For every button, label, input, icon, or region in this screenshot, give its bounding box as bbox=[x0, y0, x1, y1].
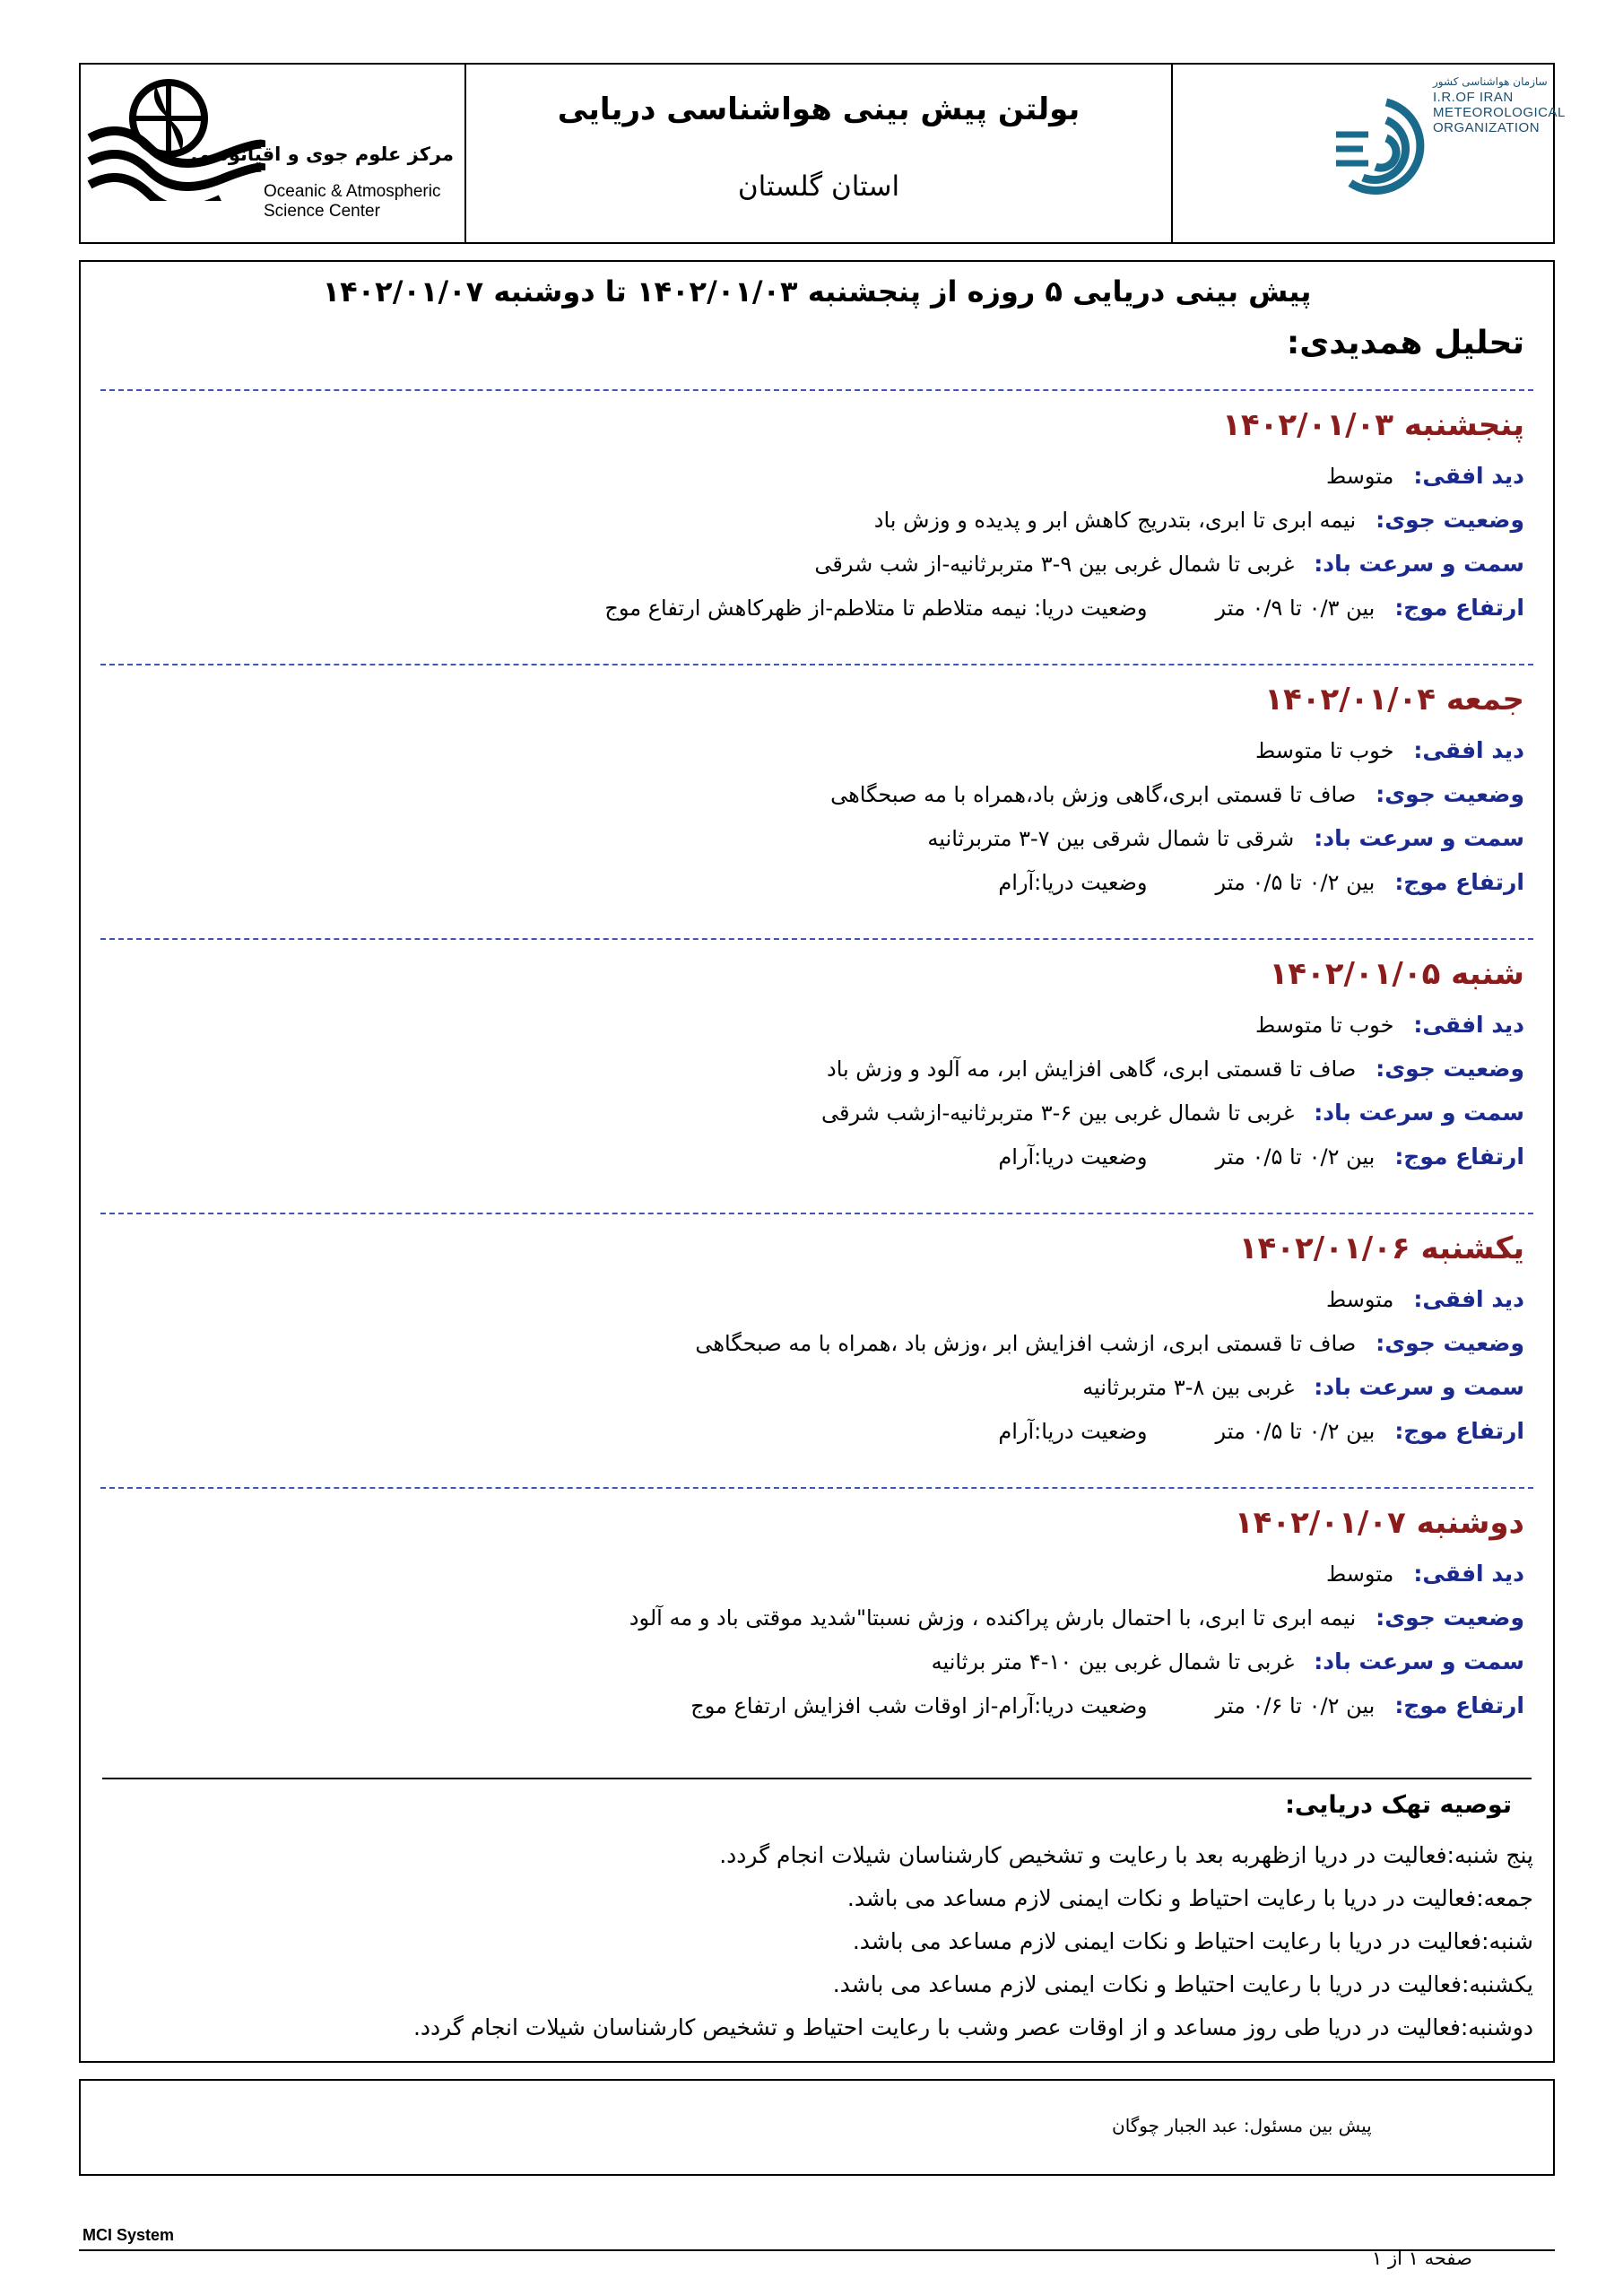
weather-row bbox=[99, 498, 1524, 542]
wave-label: ارتفاع موج: bbox=[1394, 1144, 1524, 1170]
visibility-row bbox=[99, 728, 1524, 772]
weather-value: نیمه ابری تا ابری، بتدریج کاهش ابر و پدیده و وزش باد bbox=[873, 508, 1357, 533]
oceanic-center-logo-cell bbox=[81, 65, 466, 242]
wind-label: سمت و سرعت باد: bbox=[1314, 551, 1524, 577]
bulletin-title: بولتن پیش بینی هواشناسی دریایی bbox=[557, 91, 1081, 127]
dashed-separator bbox=[100, 389, 1533, 391]
weather-value: نیمه ابری تا ابری، با احتمال بارش پراکنده ، وزش نسبتا"شدید موقتی باد و مه آلود bbox=[629, 1605, 1357, 1631]
wind-value: غربی تا شمال غربی بین ۹-۳ متربرثانیه-از شب شرقی bbox=[814, 552, 1295, 577]
met-organization-name-en: I.R.OF IRAN METEOROLOGICAL ORGANIZATION bbox=[1433, 90, 1566, 135]
wind-value: شرقی تا شمال شرقی بین ۷-۳ متربرثانیه bbox=[927, 826, 1295, 851]
visibility-label: دید افقی: bbox=[1413, 1012, 1524, 1038]
visibility-value: خوب تا متوسط bbox=[1254, 1013, 1394, 1038]
advice-line: شنبه:فعالیت در دریا با رعایت احتیاط و نکات ایمنی لازم مساعد می باشد. bbox=[852, 1928, 1533, 1954]
wave-value: بین ۰/۲ تا ۰/۵ متر bbox=[1215, 870, 1376, 895]
wind-row bbox=[99, 1091, 1524, 1135]
visibility-row bbox=[99, 454, 1524, 498]
forecaster-name: پیش بین مسئول: عبد الجبار چوگان bbox=[1112, 2115, 1372, 2136]
wave-row bbox=[99, 586, 1524, 630]
visibility-row bbox=[99, 1003, 1524, 1047]
dashed-separator bbox=[100, 664, 1533, 665]
wave-label: ارتفاع موج: bbox=[1394, 1418, 1524, 1444]
visibility-label: دید افقی: bbox=[1413, 1286, 1524, 1312]
forecaster-box bbox=[79, 2079, 1555, 2176]
wave-row bbox=[99, 860, 1524, 904]
wind-label: سمت و سرعت باد: bbox=[1314, 1100, 1524, 1126]
advice-line: پنج شنبه:فعالیت در دریا ازظهربه بعد با رعایت و تشخیص کارشناسان شیلات انجام گردد. bbox=[719, 1842, 1533, 1868]
wave-row bbox=[99, 1683, 1524, 1727]
wave-value: بین ۰/۲ تا ۰/۵ متر bbox=[1215, 1144, 1376, 1170]
weather-row bbox=[99, 1047, 1524, 1091]
header bbox=[79, 63, 1566, 244]
visibility-row bbox=[99, 1277, 1524, 1321]
sea-state-value: وضعیت دریا:آرام bbox=[998, 1419, 1148, 1444]
met-organization-logo-icon bbox=[1332, 84, 1440, 219]
wave-value: بین ۰/۲ تا ۰/۵ متر bbox=[1215, 1419, 1376, 1444]
visibility-label: دید افقی: bbox=[1413, 1561, 1524, 1587]
wave-label: ارتفاع موج: bbox=[1394, 595, 1524, 621]
advice-line: دوشنبه:فعالیت در دریا طی روز مساعد و از اوقات عصر وشب با رعایت احتیاط و تشخیص کارشناسان شیلات انجام گردد. bbox=[412, 2014, 1533, 2040]
day-forecast bbox=[99, 1494, 1524, 1727]
synoptic-analysis-heading: تحلیل همدیدی: bbox=[1286, 325, 1524, 361]
met-organization-name-fa: سازمان هواشناسی کشور bbox=[1433, 75, 1548, 88]
met-organization-logo-cell bbox=[1173, 65, 1566, 242]
day-title: پنجشنبه ۱۴۰۲/۰۱/۰۳ bbox=[1222, 407, 1524, 443]
header-title-cell bbox=[466, 65, 1173, 242]
weather-value: صاف تا قسمتی ابری،گاهی وزش باد،همراه با مه صبحگاهی bbox=[830, 782, 1357, 807]
wind-value: غربی بین ۸-۳ متربرثانیه bbox=[1082, 1375, 1295, 1400]
advice-line: جمعه:فعالیت در دریا با رعایت احتیاط و نکات ایمنی لازم مساعد می باشد. bbox=[846, 1885, 1533, 1911]
wave-row bbox=[99, 1409, 1524, 1453]
weather-row bbox=[99, 772, 1524, 816]
visibility-label: دید افقی: bbox=[1413, 737, 1524, 763]
weather-label: وضعیت جوی: bbox=[1376, 1056, 1524, 1082]
wave-label: ارتفاع موج: bbox=[1394, 869, 1524, 895]
weather-row bbox=[99, 1596, 1524, 1639]
system-name: MCI System bbox=[82, 2226, 175, 2244]
wind-row bbox=[99, 542, 1524, 586]
visibility-value: خوب تا متوسط bbox=[1254, 738, 1394, 763]
oceanic-center-logo-icon bbox=[86, 75, 265, 201]
day-forecast bbox=[99, 396, 1524, 630]
wind-row bbox=[99, 1365, 1524, 1409]
dashed-separator bbox=[100, 1213, 1533, 1214]
forecast-body bbox=[79, 260, 1555, 2063]
weather-label: وضعیت جوی: bbox=[1376, 781, 1524, 807]
visibility-value: متوسط bbox=[1326, 1561, 1394, 1587]
advice-line: یکشنبه:فعالیت در دریا با رعایت احتیاط و نکات ایمنی لازم مساعد می باشد. bbox=[832, 1971, 1533, 1997]
day-title: شنبه ۱۴۰۲/۰۱/۰۵ bbox=[1269, 956, 1524, 992]
day-title: یکشنبه ۱۴۰۲/۰۱/۰۶ bbox=[1238, 1231, 1524, 1266]
visibility-row bbox=[99, 1552, 1524, 1596]
wave-value: بین ۰/۲ تا ۰/۶ متر bbox=[1215, 1693, 1376, 1718]
weather-label: وضعیت جوی: bbox=[1376, 1605, 1524, 1631]
day-title: جمعه ۱۴۰۲/۰۱/۰۴ bbox=[1264, 682, 1524, 718]
weather-label: وضعیت جوی: bbox=[1376, 1330, 1524, 1356]
wave-row bbox=[99, 1135, 1524, 1178]
weather-row bbox=[99, 1321, 1524, 1365]
sea-state-value: وضعیت دریا:آرام bbox=[998, 870, 1148, 895]
wind-row bbox=[99, 1639, 1524, 1683]
wind-value: غربی تا شمال غربی بین ۱۰-۴ متر برثانیه bbox=[931, 1649, 1295, 1674]
visibility-value: متوسط bbox=[1326, 464, 1394, 489]
weather-value: صاف تا قسمتی ابری، ازشب افزایش ابر ،وزش باد ،همراه با مه صبحگاهی bbox=[695, 1331, 1357, 1356]
wind-label: سمت و سرعت باد: bbox=[1314, 825, 1524, 851]
dashed-separator bbox=[100, 938, 1533, 940]
wave-label: ارتفاع موج: bbox=[1394, 1692, 1524, 1718]
day-forecast bbox=[99, 671, 1524, 904]
weather-value: صاف تا قسمتی ابری، گاهی افزایش ابر، مه آلود و وزش باد bbox=[827, 1057, 1357, 1082]
province-name: استان گلستان bbox=[737, 170, 900, 203]
wind-row bbox=[99, 816, 1524, 860]
sea-state-value: وضعیت دریا: نیمه متلاطم تا متلاطم-از ظهرکاهش ارتفاع موج bbox=[604, 596, 1148, 621]
day-title: دوشنبه ۱۴۰۲/۰۱/۰۷ bbox=[1234, 1505, 1524, 1541]
visibility-value: متوسط bbox=[1326, 1287, 1394, 1312]
weather-label: وضعیت جوی: bbox=[1376, 507, 1524, 533]
page-number: صفحه ۱ از ۱ bbox=[1372, 2248, 1472, 2269]
advice-separator bbox=[102, 1778, 1532, 1779]
day-forecast bbox=[99, 945, 1524, 1178]
wind-label: سمت و سرعت باد: bbox=[1314, 1374, 1524, 1400]
oceanic-center-name-en: Oceanic & Atmospheric Science Center bbox=[264, 182, 441, 221]
wind-value: غربی تا شمال غربی بین ۶-۳ متربرثانیه-ازشب شرقی bbox=[821, 1100, 1295, 1126]
day-forecast bbox=[99, 1220, 1524, 1453]
wind-label: سمت و سرعت باد: bbox=[1314, 1648, 1524, 1674]
visibility-label: دید افقی: bbox=[1413, 463, 1524, 489]
wave-value: بین ۰/۳ تا ۰/۹ متر bbox=[1215, 596, 1376, 621]
sea-state-value: وضعیت دریا:آرام-از اوقات شب افزایش ارتفاع موج bbox=[690, 1693, 1148, 1718]
dashed-separator bbox=[100, 1487, 1533, 1489]
advice-heading: توصیه تهک دریایی: bbox=[1285, 1791, 1512, 1819]
oceanic-center-name-fa: مرکز علوم جوی و اقیانوسی bbox=[190, 144, 454, 165]
forecast-title: پیش بینی دریایی ۵ روزه از پنجشنبه ۱۴۰۲/۰۱/۰۳ تا دوشنبه ۱۴۰۲/۰۱/۰۷ bbox=[322, 274, 1312, 309]
footer-line bbox=[79, 2249, 1555, 2251]
sea-state-value: وضعیت دریا:آرام bbox=[998, 1144, 1148, 1170]
